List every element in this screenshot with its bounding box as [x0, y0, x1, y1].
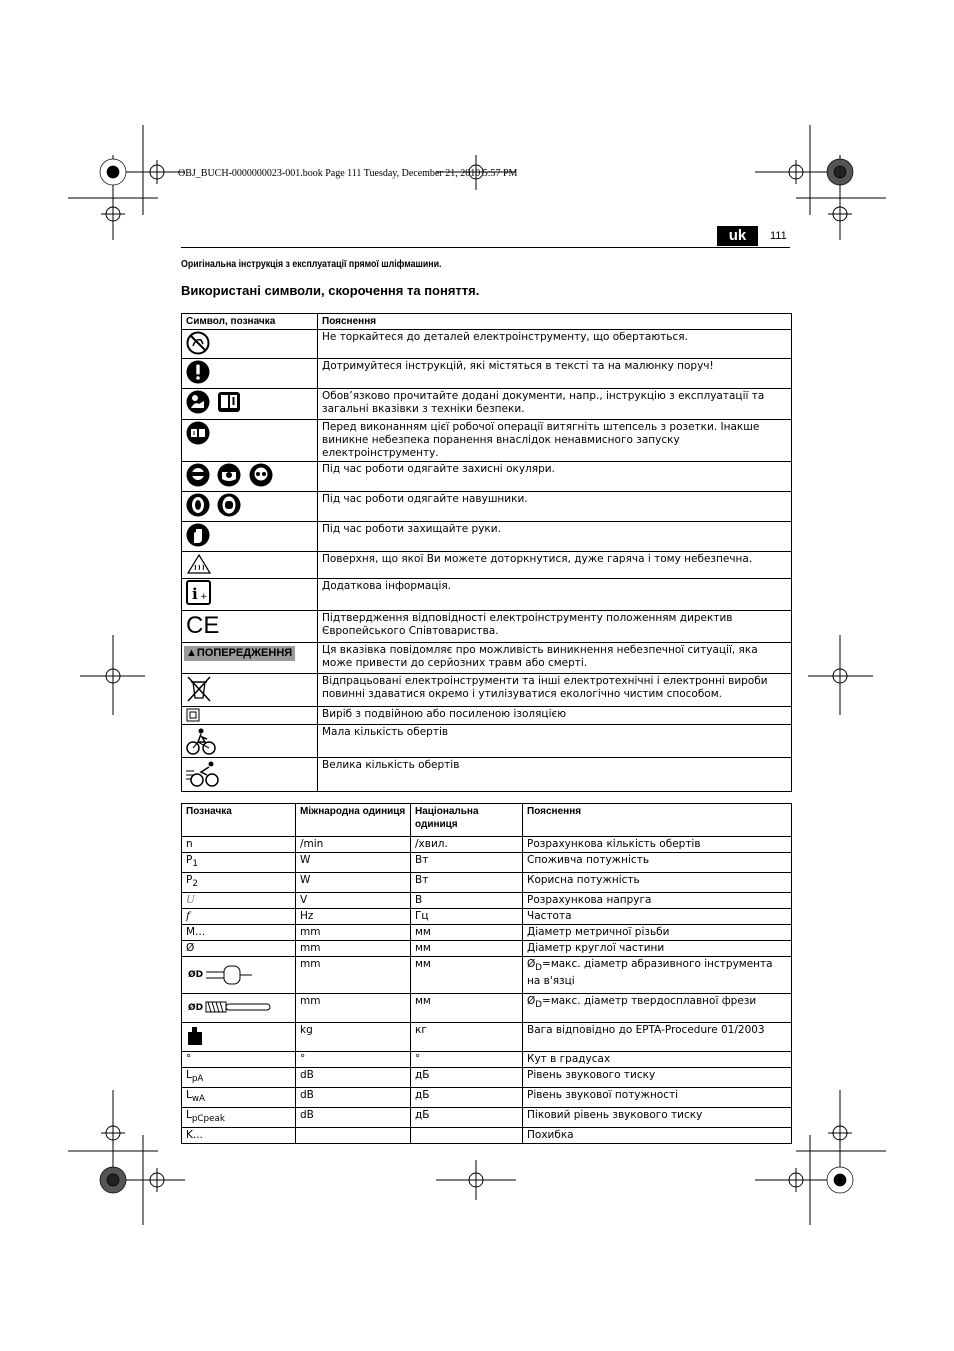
description-text: =макс. діаметр твердосплавної фрези: [542, 995, 757, 1008]
symbol-cell: [182, 1068, 296, 1088]
table-row: [182, 389, 792, 420]
table-row: [182, 643, 792, 674]
intl-unit-cell: mm: [296, 925, 411, 941]
info-icon: [186, 580, 211, 605]
svg-text:+: +: [200, 592, 208, 602]
symbol-cell: [182, 725, 318, 758]
column-header: Пояснення: [523, 804, 792, 837]
units-table: [181, 803, 792, 1144]
table-row: [182, 1088, 792, 1108]
description-text: =макс. діаметр абразивного інструмента на в'язці: [527, 958, 773, 988]
column-header: Позначка: [182, 804, 296, 837]
national-unit-cell: [411, 1128, 523, 1144]
intl-unit-cell: mm: [296, 957, 411, 994]
table-row: [182, 579, 792, 611]
intl-unit-cell: kg: [296, 1023, 411, 1052]
symbol-cell: [182, 359, 318, 389]
symbol-cell: Ø: [182, 941, 296, 957]
table-row: [182, 1052, 792, 1068]
symbol-text: L: [186, 1109, 192, 1122]
symbol-cell: [182, 462, 318, 492]
symbol-text: L: [186, 1089, 192, 1102]
symbol-cell: U: [182, 893, 296, 909]
table-row: [182, 522, 792, 552]
intl-unit-cell: dB: [296, 1108, 411, 1128]
table-row: [182, 925, 792, 941]
symbol-cell: M...: [182, 925, 296, 941]
symbol-cell: [182, 389, 318, 420]
national-unit-cell: мм: [411, 941, 523, 957]
description-cell: Рівень звукового тиску: [523, 1068, 792, 1088]
warning-label: [184, 646, 295, 661]
description-cell: Розрахункова кількість обертів: [523, 837, 792, 853]
symbol-cell: n: [182, 837, 296, 853]
book-icon: [217, 390, 241, 414]
national-unit-cell: кг: [411, 1023, 523, 1052]
description-cell: Корисна потужність: [523, 873, 792, 893]
weee-bin-icon: [186, 675, 212, 703]
table-row: [182, 1068, 792, 1088]
description-cell: Піковий рівень звукового тиску: [523, 1108, 792, 1128]
table-row: [182, 1128, 792, 1144]
symbol-cell: [182, 957, 296, 994]
symbol-cell: [182, 492, 318, 522]
description-cell: Дотримуйтеся інструкцій, які містяться в тексті та на малюнку поруч!: [318, 359, 792, 389]
intl-unit-cell: Hz: [296, 909, 411, 925]
symbol-cell: [182, 853, 296, 873]
symbol-cell: [182, 643, 318, 674]
national-unit-cell: Вт: [411, 853, 523, 873]
diameter-subscript: D: [535, 1000, 543, 1011]
symbol-subscript: 2: [192, 879, 198, 890]
file-info-line: OBJ_BUCH-0000000023-001.book Page 111 Tuesday, December 21, 2010 5:57 PM: [178, 168, 518, 179]
intl-unit-cell: W: [296, 873, 411, 893]
description-cell: [523, 957, 792, 994]
table-row: [182, 994, 792, 1023]
national-unit-cell: Вт: [411, 873, 523, 893]
carbide-burr-icon: [186, 995, 276, 1017]
national-unit-cell: Гц: [411, 909, 523, 925]
table-row: [182, 873, 792, 893]
intl-unit-cell: /min: [296, 837, 411, 853]
description-cell: Рівень звукової потужності: [523, 1088, 792, 1108]
double-insulation-icon: [186, 708, 200, 722]
table-row: [182, 611, 792, 643]
intl-unit-cell: W: [296, 853, 411, 873]
ear-muffs-icon: [217, 493, 241, 517]
document-subtitle: Оригінальна інструкція з експлуатації прямої шліфмашини.: [181, 259, 442, 270]
intl-unit-cell: mm: [296, 941, 411, 957]
diameter-symbol: Ø: [527, 995, 536, 1008]
symbol-cell: [182, 707, 318, 725]
description-cell: Не торкайтеся до деталей електроінструменту, що обертаються.: [318, 330, 792, 359]
description-cell: Діаметр метричної різьби: [523, 925, 792, 941]
table-row: [182, 359, 792, 389]
symbol-cell: [182, 552, 318, 579]
intl-unit-cell: °: [296, 1052, 411, 1068]
diameter-subscript: D: [535, 963, 543, 974]
description-cell: Ця вказівка повідомляє про можливість виникнення небезпечної ситуації, яка може привести до серйозних травм або смерті.: [318, 643, 792, 674]
weight-icon: [186, 1024, 204, 1046]
fast-bike-icon: [186, 759, 220, 789]
grinding-pin-label: ØD: [188, 970, 204, 981]
symbol-cell: [182, 1023, 296, 1052]
symbol-text: P: [186, 874, 193, 887]
table-row: [182, 492, 792, 522]
gloves-icon: [186, 523, 210, 547]
warning-label-text: ПОПЕРЕДЖЕННЯ: [196, 647, 293, 659]
intl-unit-cell: dB: [296, 1088, 411, 1108]
table-header-row: [182, 804, 792, 837]
symbol-cell: [182, 994, 296, 1023]
description-cell: Під час роботи одягайте захисні окуляри.: [318, 462, 792, 492]
national-unit-cell: мм: [411, 957, 523, 994]
table-row: [182, 420, 792, 462]
symbol-text: P: [186, 854, 193, 866]
carbide-burr-label: ØD: [188, 1003, 204, 1014]
page-number: 111: [770, 230, 787, 242]
svg-text:CE: CE: [186, 612, 220, 639]
intl-unit-cell: mm: [296, 994, 411, 1023]
symbol-text: L: [186, 1069, 192, 1082]
ce-mark-icon: [186, 612, 220, 639]
column-header: Пояснення: [318, 314, 792, 330]
table-row: [182, 837, 792, 853]
description-cell: Розрахункова напруга: [523, 893, 792, 909]
column-header: Національна одиниця: [411, 804, 523, 837]
symbols-table: [181, 313, 792, 792]
table-row: [182, 853, 792, 873]
symbol-subscript: pA: [191, 1074, 204, 1085]
table-row: [182, 957, 792, 994]
national-unit-cell: °: [411, 1052, 523, 1068]
table-row: [182, 707, 792, 725]
national-unit-cell: дБ: [411, 1068, 523, 1088]
symbol-cell: [182, 330, 318, 359]
description-cell: Кут в градусах: [523, 1052, 792, 1068]
symbol-subscript: 1: [192, 859, 198, 870]
description-cell: Перед виконанням цієї робочої операції витягніть штепсель з розетки. Інакше виникне небезпека поранення внаслідок ненавмисного запуску електроінструменту.: [318, 420, 792, 462]
diameter-symbol: Ø: [527, 958, 536, 971]
read-manual-icon: [186, 390, 210, 414]
description-cell: Під час роботи захищайте руки.: [318, 522, 792, 552]
description-cell: Підтвердження відповідності електроінструменту положенням директив Європейського Співтовариства.: [318, 611, 792, 643]
description-cell: Виріб з подвійною або посиленою ізоляцією: [318, 707, 792, 725]
national-unit-cell: дБ: [411, 1088, 523, 1108]
national-unit-cell: /хвил.: [411, 837, 523, 853]
header-rule: [181, 247, 790, 248]
column-header: Міжнародна одиниця: [296, 804, 411, 837]
grinding-pin-icon: [186, 958, 256, 988]
description-cell: Велика кількість обертів: [318, 758, 792, 792]
symbol-cell: K...: [182, 1128, 296, 1144]
symbol-cell: [182, 579, 318, 611]
symbol-cell: f: [182, 909, 296, 925]
description-cell: Відпрацьовані електроінструменти та інші електротехнічні і електронні вироби повинні здаватися окремо і утилізуватися екологічно чистим способом.: [318, 674, 792, 707]
table-row: [182, 893, 792, 909]
symbol-cell: [182, 420, 318, 462]
description-cell: Мала кількість обертів: [318, 725, 792, 758]
hot-surface-icon: [186, 553, 212, 575]
symbol-cell: °: [182, 1052, 296, 1068]
table-row: [182, 1108, 792, 1128]
table-row: [182, 758, 792, 792]
symbol-subscript: wA: [191, 1094, 206, 1105]
table-row: [182, 941, 792, 957]
description-cell: Обов’язково прочитайте додані документи, напр., інструкцію з експлуатації та загальні вказівки з техніки безпеки.: [318, 389, 792, 420]
description-cell: Частота: [523, 909, 792, 925]
section-heading: Використані символи, скорочення та поняття.: [181, 283, 480, 298]
table-row: [182, 674, 792, 707]
face-shield-icon: [217, 463, 241, 487]
symbol-cell: [182, 758, 318, 792]
no-touch-rotating-icon: [186, 331, 210, 355]
table-row: [182, 462, 792, 492]
table-row: [182, 552, 792, 579]
description-cell: Похибка: [523, 1128, 792, 1144]
table-row: [182, 725, 792, 758]
symbol-cell: [182, 674, 318, 707]
description-cell: Поверхня, що якої Ви можете доторкнутися, дуже гаряча і тому небезпечна.: [318, 552, 792, 579]
column-header: Символ, позначка: [182, 314, 318, 330]
description-cell: Діаметр круглої частини: [523, 941, 792, 957]
intl-unit-cell: V: [296, 893, 411, 909]
svg-text:i: i: [192, 585, 198, 603]
description-cell: Вага відповідно до EPTA-Procedure 01/2003: [523, 1023, 792, 1052]
unplug-icon: [186, 421, 210, 445]
warning-triangle-icon: ▲: [186, 647, 197, 659]
symbol-cell: [182, 1088, 296, 1108]
intl-unit-cell: dB: [296, 1068, 411, 1088]
description-cell: [523, 994, 792, 1023]
table-row: [182, 330, 792, 359]
exclamation-icon: [186, 360, 210, 384]
glasses-icon: [249, 463, 273, 487]
intl-unit-cell: [296, 1128, 411, 1144]
description-cell: Під час роботи одягайте навушники.: [318, 492, 792, 522]
symbol-cell: [182, 1108, 296, 1128]
table-row: [182, 909, 792, 925]
national-unit-cell: мм: [411, 994, 523, 1023]
symbol-cell: [182, 873, 296, 893]
symbol-cell: [182, 522, 318, 552]
national-unit-cell: мм: [411, 925, 523, 941]
ear-protection-icon: [186, 493, 210, 517]
goggles-icon: [186, 463, 210, 487]
table-row: [182, 1023, 792, 1052]
table-header-row: [182, 314, 792, 330]
national-unit-cell: В: [411, 893, 523, 909]
slow-bike-icon: [186, 726, 216, 756]
symbol-cell: [182, 611, 318, 643]
description-cell: Споживча потужність: [523, 853, 792, 873]
description-cell: Додаткова інформація.: [318, 579, 792, 611]
national-unit-cell: дБ: [411, 1108, 523, 1128]
symbol-subscript: pCpeak: [191, 1114, 225, 1125]
language-badge: uk: [717, 226, 758, 246]
